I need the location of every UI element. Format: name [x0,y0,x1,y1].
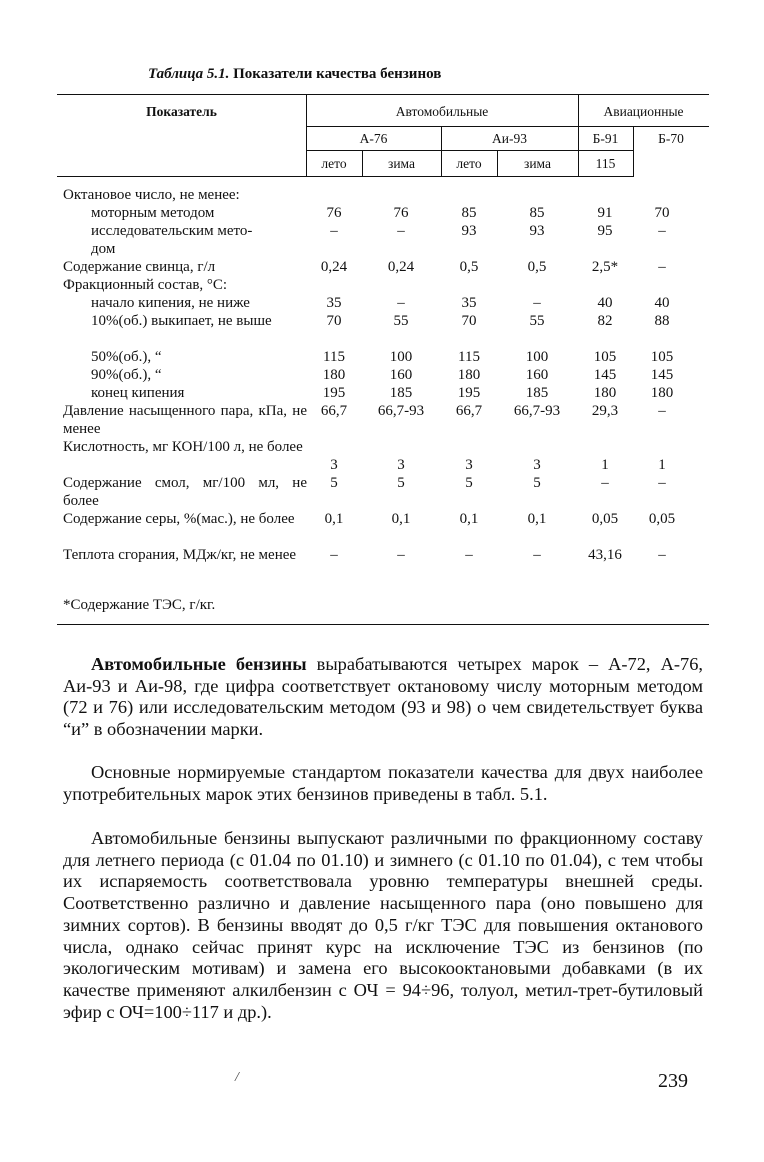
row-label: конец кипения [91,385,185,401]
row-label: начало кипения, не ниже [91,295,250,311]
header-b91: Б-91 [592,131,619,146]
row-label: Октановое число, не менее: [63,187,240,203]
table-cell: 0,1 [391,511,411,527]
table-cell: 180 [650,385,674,401]
header-divider [306,126,709,127]
table-cell: 40 [654,295,670,311]
table-cell: 43,16 [588,547,622,563]
table-cell: 0,1 [527,511,547,527]
table-cell: 0,05 [591,511,619,527]
row-label: Теплота сгорания, МДж/кг, не менее [63,547,297,563]
table-cell: 66,7 [320,403,348,419]
paragraph-text: вырабатываются четырех марок – А-72, А-76, Аи-93 и Аи-98, где цифра соответствует октановому числу моторным методом (72 и 76) или исследовательским методом (93 и 98) о чем свидетельствует буква “и” в обозначении марки. [63,654,703,740]
table-cell: 3 [330,457,338,473]
table-cell: 5 [397,475,405,491]
table-cell: 70 [654,205,670,221]
header-auto: Автомобильные [395,104,489,119]
table-cell: 100 [525,349,549,365]
table-cell: 95 [597,223,613,239]
table-cell: 70 [461,313,477,329]
row-label: Содержание серы, %(мас.), не более [63,511,295,527]
header-zima: зима [388,156,415,171]
table-cell: – [465,547,473,563]
scan-speck: / [235,1070,239,1085]
table-cell: 1 [601,457,609,473]
row-label: исследовательским мето- дом [91,223,253,257]
table-cell: 195 [322,385,346,401]
table-cell: 145 [650,367,674,383]
header-ai93: Аи-93 [492,131,527,146]
page-number: 239 [658,1070,688,1092]
row-label: 10%(об.) выкипает, не выше [91,313,272,329]
table-cell: 5 [533,475,541,491]
row-label: Кислотность, мг КОН/100 л, не более [63,439,303,455]
table-cell: 0,05 [648,511,676,527]
table-footnote: *Содержание ТЭС, г/кг. [63,597,216,613]
table-cell: – [658,223,666,239]
table-cell: 0,1 [459,511,479,527]
table-cell: 0,24 [320,259,348,275]
table-cell: 93 [461,223,477,239]
header-divider [306,150,633,151]
table-cell: – [330,223,338,239]
header-b91-octane: 115 [595,156,616,171]
row-label: моторным методом [91,205,215,221]
table-cell: 35 [461,295,477,311]
table-cell: 5 [465,475,473,491]
table-cell: 82 [597,313,613,329]
table-cell: 76 [326,205,342,221]
table-cell: – [397,223,405,239]
table-cell: 70 [326,313,342,329]
row-label: Давление насыщенного пара, кПа, не менее [63,403,307,437]
table-cell: 66,7-93 [377,403,425,419]
header-a76: А-76 [359,131,388,146]
table-cell: 88 [654,313,670,329]
table-cell: 55 [529,313,545,329]
table-cell: 85 [529,205,545,221]
table-cell: 40 [597,295,613,311]
table-cell: 3 [465,457,473,473]
table-cell: 115 [323,349,345,365]
header-b70: Б-70 [658,131,684,146]
row-label: Содержание смол, мг/100 мл, не более [63,475,307,509]
row-label: 50%(об.), “ [91,349,162,365]
table-cell: 91 [597,205,613,221]
table-cell: – [397,295,405,311]
table-cell: 0,1 [324,511,344,527]
table-caption-text: Показатели качества бензинов [233,66,442,82]
table-cell: 3 [397,457,405,473]
table-caption [148,66,441,83]
table-cell: 180 [593,385,617,401]
paragraph [63,654,703,741]
table-cell: 5 [330,475,338,491]
table-cell: 185 [525,385,549,401]
table-cell: – [658,259,666,275]
paragraph: Основные нормируемые стандартом показатели качества для двух наиболее употребительных марок этих бензинов приведены в табл. 5.1. [63,762,703,804]
table-cell: 1 [658,457,666,473]
paragraph-lead: Автомобильные бензины [91,654,307,674]
table-cell: 180 [322,367,346,383]
header-divider [57,176,634,177]
header-zima: зима [524,156,551,171]
table-cell: – [658,547,666,563]
table-caption-label: Таблица 5.1. [148,66,230,82]
table-bottom-rule [57,624,709,625]
table-cell: – [658,403,666,419]
table-cell: 0,5 [527,259,547,275]
table-cell: 105 [593,349,617,365]
paragraph: Автомобильные бензины выпускают различными по фракционному составу для летнего периода (с 01.04 по 01.10) и зимнего (с 01.10 по 01.04), с тем чтобы их испаряемость соответствовала уровню температуры внешней среды. Соответственно различно и давление насыщенного пара (оно повышено для зимних сортов). В бензины вводят до 0,5 г/кг ТЭС для повышения октанового числа, однако сейчас принят курс на исключение ТЭС из бензинов (по экологическим мотивам) и замена его высокооктановыми добавками (в их качестве применяют алкилбензин с ОЧ = 94÷96, толуол, метил-трет-бутиловый эфир с ОЧ=100÷117 и др.). [63,828,703,1022]
table-cell: 160 [525,367,549,383]
header-leto: лето [321,156,347,171]
table-cell: 180 [457,367,481,383]
table-cell: 195 [457,385,481,401]
table-cell: – [397,547,405,563]
row-label: Содержание свинца, г/л [63,259,216,275]
table-cell: 85 [461,205,477,221]
table-cell: – [658,475,666,491]
table-cell: 3 [533,457,541,473]
table-cell: 76 [393,205,409,221]
table-cell: – [533,295,541,311]
table-cell: 66,7-93 [513,403,561,419]
table-cell: 35 [326,295,342,311]
table-cell: 185 [389,385,413,401]
table-cell: – [601,475,609,491]
table-cell: 105 [650,349,674,365]
header-leto: лето [456,156,482,171]
table-cell: 160 [389,367,413,383]
table-top-rule [57,94,709,95]
row-label: 90%(об.), “ [91,367,162,383]
table-cell: 29,3 [591,403,619,419]
table-cell: 145 [593,367,617,383]
table-cell: 100 [389,349,413,365]
header-avia: Авиационные [603,104,684,119]
table-cell: – [330,547,338,563]
table-cell: – [533,547,541,563]
row-label: Фракционный состав, °С: [63,277,228,293]
table-cell: 66,7 [455,403,483,419]
table-cell: 93 [529,223,545,239]
table-cell: 2,5* [591,259,619,275]
table-cell: 115 [458,349,480,365]
table-cell: 55 [393,313,409,329]
table-cell: 0,5 [459,259,479,275]
table-cell: 0,24 [387,259,415,275]
header-indicator: Показатель [146,104,217,119]
